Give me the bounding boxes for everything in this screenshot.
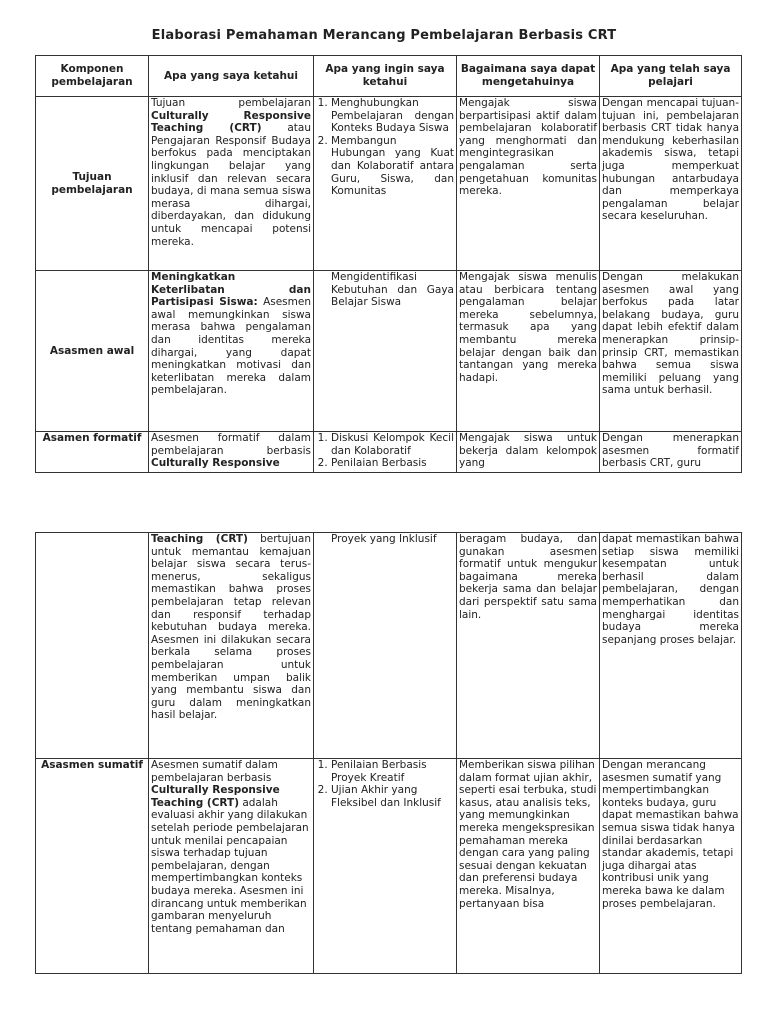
table-header-row [36,56,742,97]
header-component: Komponen pembelajaran [36,56,149,97]
elaboration-table-page-1 [35,55,742,473]
header-learned: Apa yang telah saya pelajari [600,56,742,97]
cell-sumatif-how: Memberikan siswa pilihan dalam format ujian akhir, seperti esai terbuka, studi kasus, atau analisis teks, yang memungkinkan mereka mengekspresikan pemahaman mereka dengan cara yang paling sesuai dengan kekuatan dan preferensi budaya mereka. Misalnya, pertanyaan bisa [457,759,600,974]
cell-formatif-know-1: Asesmen formatif dalam pembelajaran berbasis Culturally Responsive [149,432,314,473]
table-row-asasmen-awal [36,271,742,432]
cell-tujuan-learned: Dengan mencapai tujuan-tujuan ini, pembelajaran berbasis CRT tidak hanya mendukung keberhasilan akademis siswa, tetapi juga memperkuat hubungan antarbudaya dan memperkaya pengalaman belajar secara keseluruhan. [600,97,742,271]
header-know: Apa yang saya ketahui [149,56,314,97]
list-item: 2. Penilaian Berbasis [331,457,454,470]
list-item: 2. Ujian Akhir yang Fleksibel dan Inklusif [331,784,454,809]
cell-awal-want: Mengidentifikasi Kebutuhan dan Gaya Belajar Siswa [314,271,457,432]
table-row-sumatif [36,759,742,974]
cell-tujuan-how: Mengajak siswa berpartisipasi aktif dalam pembelajaran kolaboratif yang menghormati dan mengintegrasikan pengalaman serta pengetahuan komunitas mereka. [457,97,600,271]
header-want: Apa yang ingin saya ketahui [314,56,457,97]
row-label-tujuan: Tujuan pembelajaran [36,97,149,271]
header-how: Bagaimana saya dapat mengetahuinya [457,56,600,97]
list-item: 1. Diskusi Kelompok Kecil dan Kolaboratif [331,432,454,457]
cell-formatif-know-2: Teaching (CRT) bertujuan untuk memantau kemajuan belajar siswa secara terus-menerus, sekaligus memastikan bahwa proses pembelajaran tetap relevan dan responsif terhadap kebutuhan budaya mereka. Asesmen ini dilakukan secara berkala selama proses pembelajaran untuk memberikan umpan balik yang membantu siswa dan guru dalam meningkatkan hasil belajar. [149,533,314,759]
cell-formatif-how-1: Mengajak siswa untuk bekerja dalam kelompok yang [457,432,600,473]
cell-formatif-learned-1: Dengan menerapkan asesmen formatif berbasis CRT, guru [600,432,742,473]
list-item: 1. Penilaian Berbasis Proyek Kreatif [331,759,454,784]
elaboration-table-page-2 [35,532,742,974]
cell-formatif-want-1 [314,432,457,473]
row-label-sumatif: Asasmen sumatif [36,759,149,974]
cell-tujuan-know: Tujuan pembelajaran Culturally Responsive Teaching (CRT) atau Pengajaran Responsif Budaya berfokus pada menciptakan lingkungan belajar yang inklusif dan relevan secara budaya, di mana semua siswa merasa dihargai, diberdayakan, dan didukung untuk mencapai potensi mereka. [149,97,314,271]
table-row-tujuan [36,97,742,271]
cell-sumatif-know: Asesmen sumatif dalam pembelajaran berbasis Culturally Responsive Teaching (CRT) adalah evaluasi akhir yang dilakukan setelah periode pembelajaran untuk menilai pencapaian siswa terhadap tujuan pembelajaran, dengan mempertimbangkan konteks budaya mereka. Asesmen ini dirancang untuk memberikan gambaran menyeluruh tentang pemahaman dan [149,759,314,974]
cell-awal-learned: Dengan melakukan asesmen awal yang berfokus pada latar belakang budaya, guru dapat lebih efektif dalam menerapkan prinsip-prinsip CRT, memastikan bahwa semua siswa memiliki peluang yang sama untuk berhasil. [600,271,742,432]
document-title: Elaborasi Pemahaman Merancang Pembelajaran Berbasis CRT [151,28,617,43]
cell-sumatif-want [314,759,457,974]
cell-sumatif-learned: Dengan merancang asesmen sumatif yang mempertimbangkan konteks budaya, guru dapat memastikan bahwa semua siswa tidak hanya dinilai berdasarkan standar akademis, tetapi juga dihargai atas kontribusi unik yang mereka bawa ke dalam proses pembelajaran. [600,759,742,974]
cell-formatif-label-cont [36,533,149,759]
cell-awal-know: Meningkatkan Keterlibatan dan Partisipasi Siswa: Asesmen awal memungkinkan siswa merasa bahwa pengalaman dan identitas mereka dihargai, yang dapat meningkatkan motivasi dan keterlibatan mereka dalam pembelajaran. [149,271,314,432]
list-item: 2. Membangun Hubungan yang Kuat dan Kolaboratif antara Guru, Siswa, dan Komunitas [331,135,454,198]
cell-formatif-how-2: beragam budaya, dan gunakan asesmen formatif untuk mengukur bagaimana mereka bekerja sama dan belajar dari perspektif satu sama lain. [457,533,600,759]
table-row-formatif-cont [36,533,742,759]
cell-awal-how: Mengajak siswa menulis atau berbicara tentang pengalaman belajar mereka sebelumnya, termasuk apa yang membantu mereka belajar dengan baik dan tantangan yang mereka hadapi. [457,271,600,432]
list-item: 1. Menghubungkan Pembelajaran dengan Konteks Budaya Siswa [331,97,454,135]
cell-formatif-learned-2: dapat memastikan bahwa setiap siswa memiliki kesempatan untuk berhasil dalam pembelajaran, dengan memperhatikan dan menghargai identitas budaya mereka sepanjang proses belajar. [600,533,742,759]
table-row-formatif [36,432,742,473]
cell-formatif-want-2: Proyek yang Inklusif [314,533,457,759]
row-label-formatif: Asamen formatif [36,432,149,473]
row-label-asasmen-awal: Asasmen awal [36,271,149,432]
cell-tujuan-want [314,97,457,271]
